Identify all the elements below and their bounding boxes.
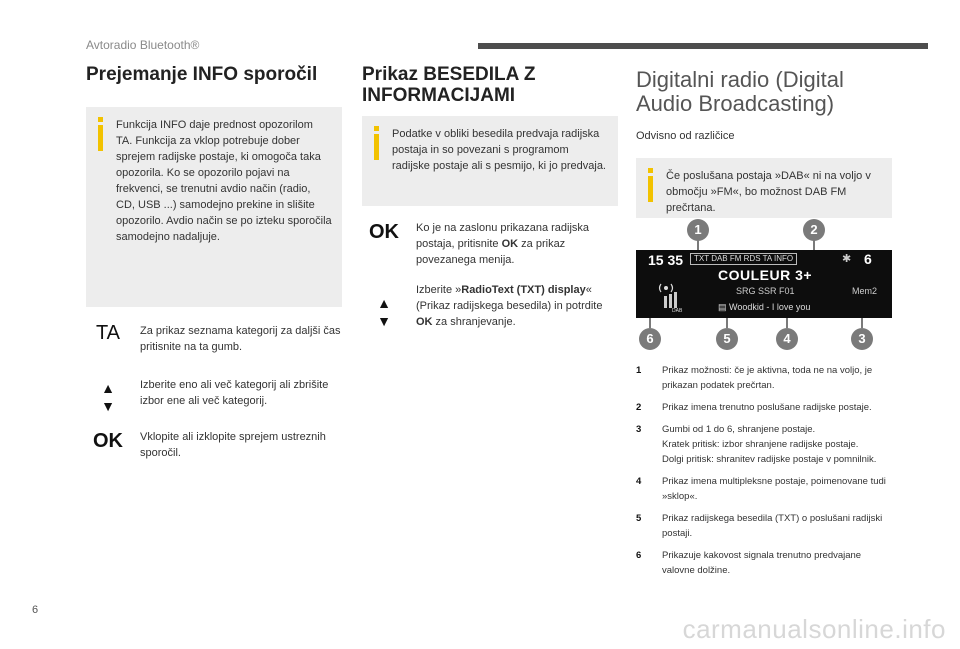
section-title: [636, 68, 892, 116]
ok-button-icon: OK: [93, 430, 123, 452]
display-flags: TXT DAB FM RDS TA INFO: [690, 253, 797, 265]
instruction-text: Za prikaz seznama kategorij za daljši čas pritisnite na ta gumb.: [140, 325, 341, 353]
up-down-arrows-icon: ▲ ▼: [377, 295, 391, 329]
section-title-line1: Digitalni radio (Digital: [636, 67, 844, 92]
info-box: [362, 116, 618, 206]
section-title-line2: Audio Broadcasting): [636, 91, 835, 116]
section-info-messages: [86, 64, 342, 461]
instruction-arrows: [86, 377, 342, 414]
section-title-line1: Prikaz BESEDILA Z: [362, 64, 536, 85]
instruction-ok: [362, 220, 618, 268]
display-station-name: COULEUR 3+: [718, 267, 813, 283]
dab-label: DAB: [672, 308, 683, 312]
instruction-text: Vklopite ali izklopite sprejem ustreznih sporočil.: [140, 431, 326, 459]
callout-6: 6: [639, 328, 661, 350]
legend-item: 6 Prikazuje kakovost signala trenutno predvajane valovne dolžine.: [636, 550, 862, 576]
ok-button-icon: OK: [369, 221, 399, 243]
display-channel: 6: [864, 251, 872, 267]
instruction-ok: [86, 429, 342, 461]
radio-display: [636, 250, 892, 318]
info-text: Podatke v obliki besedila predvaja radijska postaja in so povezani s programom radijske postaje ali s pesmijo, ki jo predvaja.: [392, 128, 606, 172]
legend-item: 4 Prikaz imena multipleksne postaje, poimenovane tudi »sklop«.: [636, 476, 886, 502]
legend-item: 2 Prikaz imena trenutno poslušane radijske postaje.: [636, 402, 872, 413]
instruction-ta: [86, 323, 342, 355]
callout-4: 4: [776, 328, 798, 350]
instruction-text: Ko je na zaslonu prikazana radijska postaja, pritisnite OK za prikaz povezanega menija.: [416, 222, 590, 266]
callout-1: 1: [687, 219, 709, 241]
legend-item: 1 Prikaz možnosti: če je aktivna, toda ne na voljo, je prikazan podatek prečrtan.: [636, 365, 873, 391]
bluetooth-icon: ✱: [842, 253, 852, 265]
up-down-arrows-icon: ▲ ▼: [101, 380, 115, 414]
display-legend: [636, 363, 896, 585]
info-text: Funkcija INFO daje prednost opozorilom TA. Funkcija za vklop potrebuje dober sprejem radijske postaje, ki omogoča taka opozorila. Ko se opozorilo pojavi na frekvenci, se trenutni avdio način (radio, CD, USB ...) samodejno prekine in slišite opozorilo. Avdio način se po izteku sporočila samodejno nadaljuje.: [116, 119, 332, 243]
legend-item: 5 Prikaz radijskega besedila (TXT) o poslušani radijski postaji.: [636, 513, 883, 539]
display-clock: 15 35: [648, 252, 684, 268]
section-dab: [636, 68, 892, 218]
display-multiplex: SRG SSR F01: [736, 286, 795, 296]
callout-2: 2: [803, 219, 825, 241]
info-text: Če poslušana postaja »DAB« ni na voljo v območju »FM«, bo možnost DAB FM prečrtana.: [666, 170, 871, 214]
info-icon: [95, 117, 107, 151]
callout-5: 5: [716, 328, 738, 350]
watermark: carmanualsonline.info: [682, 614, 946, 644]
intro-text: Odvisno od različice: [636, 130, 735, 142]
section-title: [362, 64, 618, 106]
section-title-line2: INFORMACIJAMI: [362, 85, 516, 106]
info-box: [86, 107, 342, 307]
instruction-text: Izberite eno ali več kategorij ali zbrišite izbor ene ali več kategorij.: [140, 379, 329, 407]
signal-antenna-icon: [658, 282, 688, 312]
section-radiotext: [362, 64, 618, 330]
section-title: Prejemanje INFO sporočil: [86, 64, 318, 85]
page-number: 6: [32, 604, 39, 616]
info-icon: [371, 126, 383, 160]
callout-3: 3: [851, 328, 873, 350]
legend-item: 3 Gumbi od 1 do 6, shranjene postaje. Kratek pritisk: izbor shranjene radijske postaje. Dolgi pritisk: shranitev radijske postaje v pomnilnik.: [636, 424, 877, 465]
display-radiotext: ▤ Woodkid - I love you: [718, 302, 811, 312]
ta-button-icon: TA: [95, 322, 121, 344]
info-box: [636, 158, 892, 218]
info-icon: [645, 168, 657, 202]
instruction-arrows: [362, 282, 618, 330]
instruction-text: Izberite »RadioText (TXT) display« (Prikaz radijskega besedila) in potrdite OK za shranjevanje.: [416, 284, 603, 328]
display-memory: Mem2: [852, 286, 878, 296]
running-header: Avtoradio Bluetooth®: [86, 38, 200, 52]
header-rule: [478, 43, 928, 49]
